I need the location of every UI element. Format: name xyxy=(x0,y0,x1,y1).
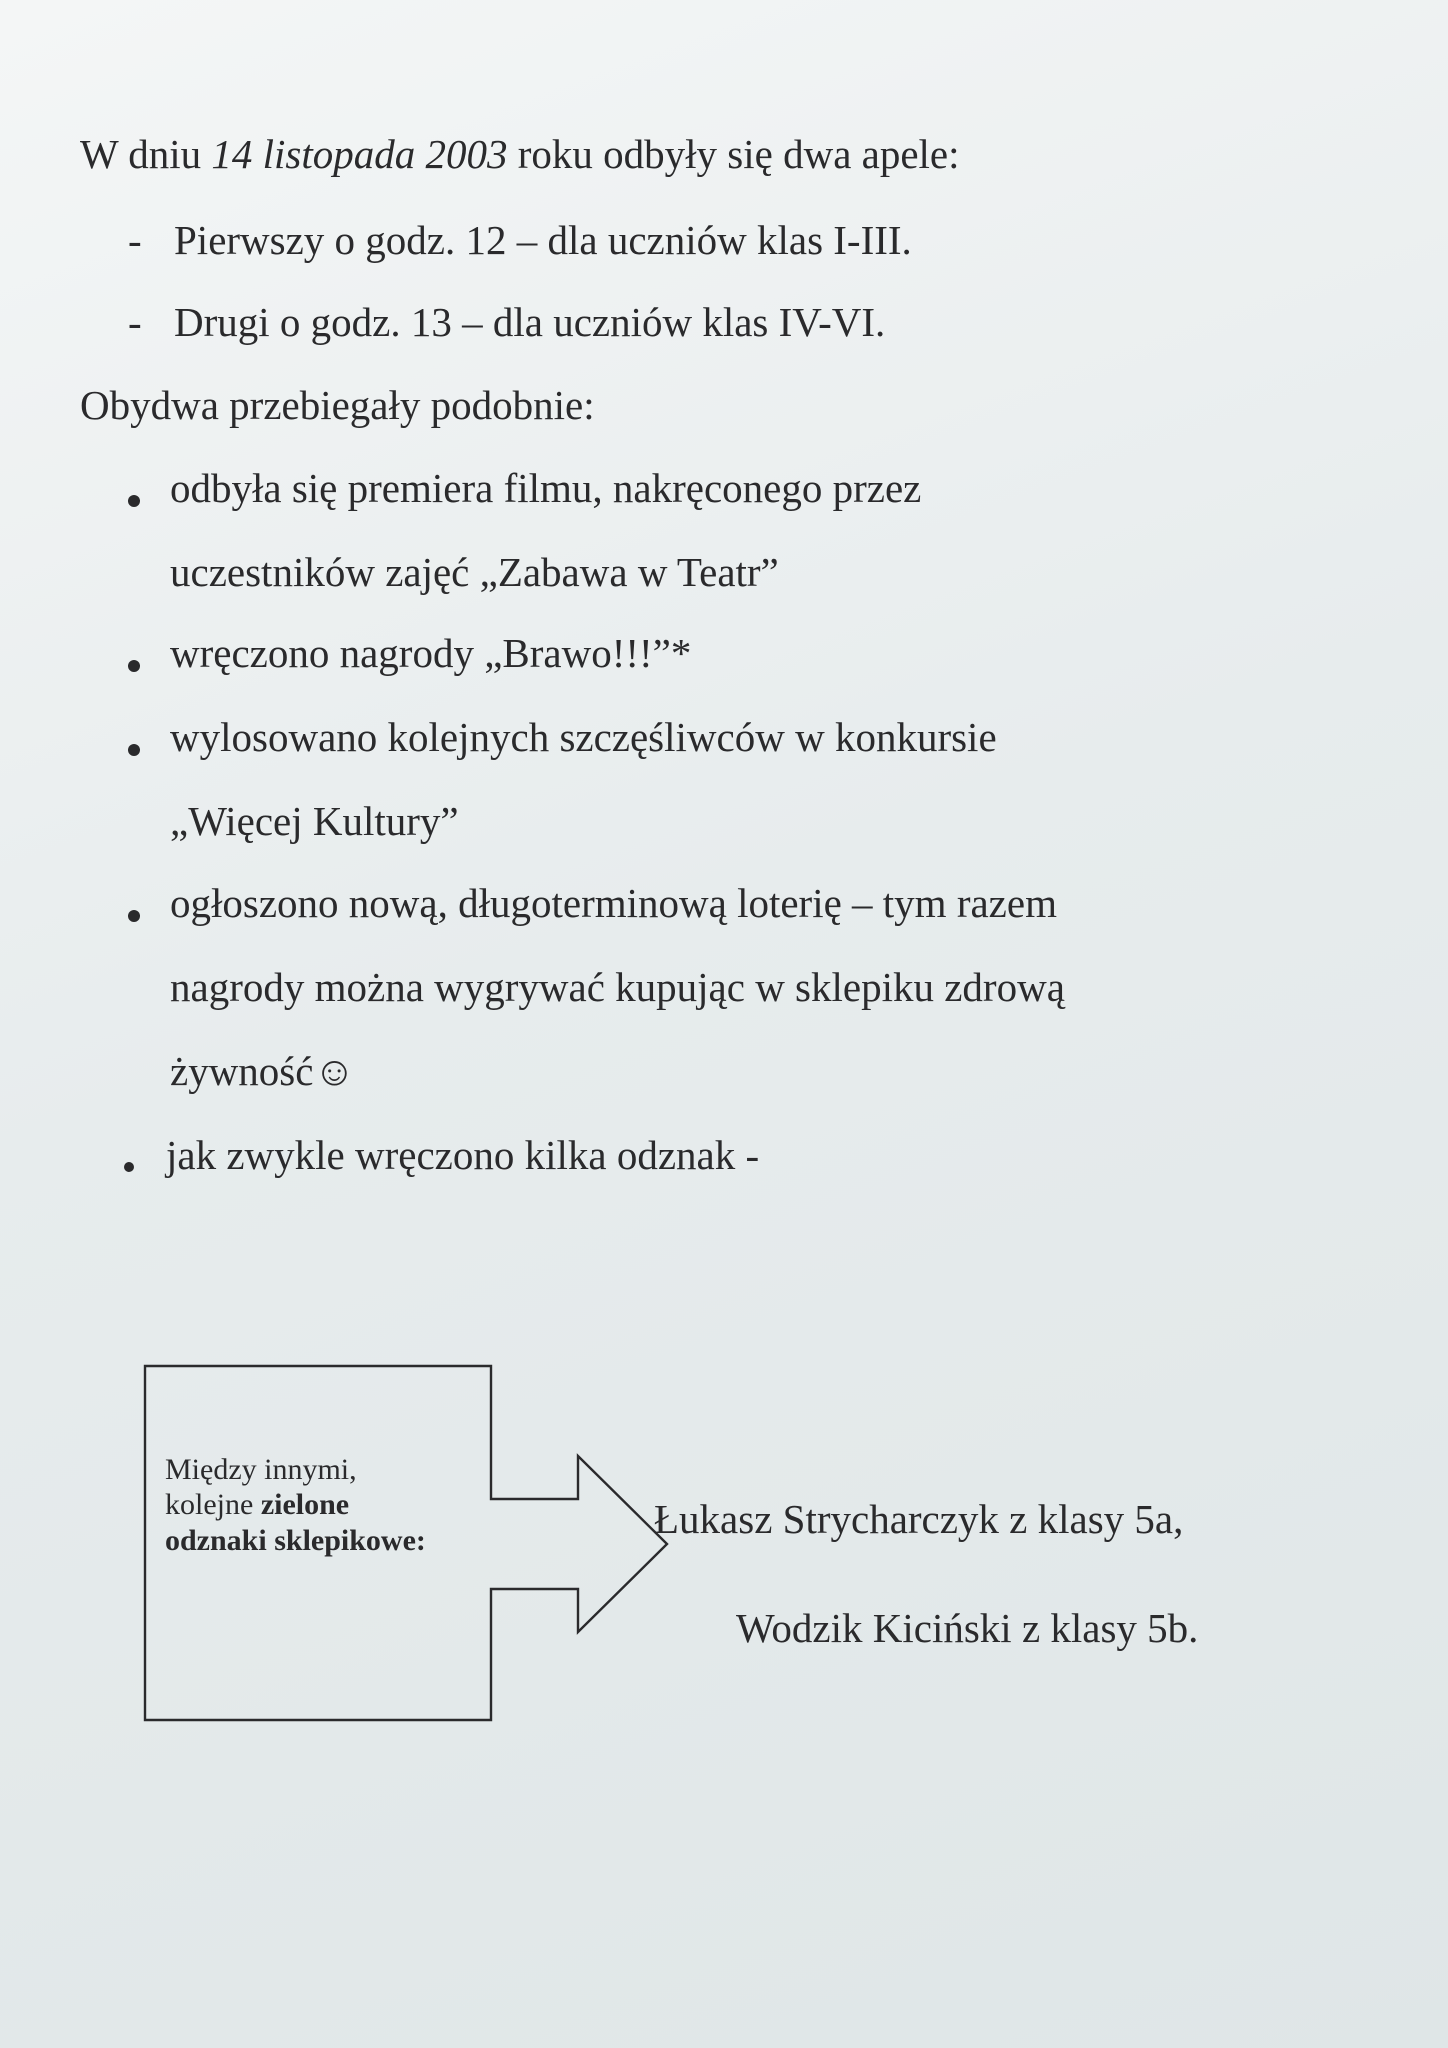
winner-name: Wodzik Kiciński z klasy 5b. xyxy=(736,1605,1199,1651)
bullet-text: wylosowano kolejnych szczęśliwców w konkursie xyxy=(170,714,997,760)
bullet-dot xyxy=(124,1162,134,1172)
bullet-text: nagrody można wygrywać kupując w sklepiku zdrową xyxy=(170,964,1065,1010)
bullet-text: odbyła się premiera filmu, nakręconego przez xyxy=(170,465,922,511)
bullet-text: ogłoszono nową, długoterminową loterię – tym razem xyxy=(170,880,1057,926)
box-label-bold: zielone xyxy=(260,1488,350,1522)
bullet-dot xyxy=(128,910,140,922)
bullet-text: „Więcej Kultury” xyxy=(170,798,459,844)
bullet-text: wręczono nagrody „Brawo!!!”* xyxy=(170,630,692,676)
intro-text-end: roku odbyły się dwa apele: xyxy=(507,131,960,177)
intro-line xyxy=(80,132,960,177)
dash-marker: - xyxy=(128,217,142,263)
intro-date: 14 listopada 2003 xyxy=(211,131,508,177)
dash-item-text: Drugi o godz. 13 – dla uczniów klas IV-VI. xyxy=(174,299,886,345)
box-label xyxy=(165,1452,426,1558)
box-label-plain: kolejne xyxy=(165,1488,261,1522)
bullet-dot xyxy=(128,744,140,756)
box-label-line xyxy=(165,1523,426,1558)
dash-item-text: Pierwszy o godz. 12 – dla uczniów klas I-III. xyxy=(174,217,912,263)
box-label-line xyxy=(165,1487,426,1522)
box-label-bold: odznaki sklepikowe: xyxy=(165,1523,426,1557)
bullet-text: jak zwykle wręczono kilka odznak - xyxy=(166,1132,760,1178)
dash-marker: - xyxy=(128,299,142,345)
bullet-text: żywność☺ xyxy=(170,1048,356,1094)
bullet-text: uczestników zajęć „Zabawa w Teatr” xyxy=(170,549,779,595)
bullet-dot xyxy=(128,660,140,672)
intro-text-start: W dniu xyxy=(80,131,212,177)
winner-name: Łukasz Strycharczyk z klasy 5a, xyxy=(654,1496,1184,1542)
summary-line: Obydwa przebiegały podobnie: xyxy=(80,382,595,428)
box-label-line: Między innymi, xyxy=(165,1453,357,1486)
bullet-dot xyxy=(128,495,140,507)
